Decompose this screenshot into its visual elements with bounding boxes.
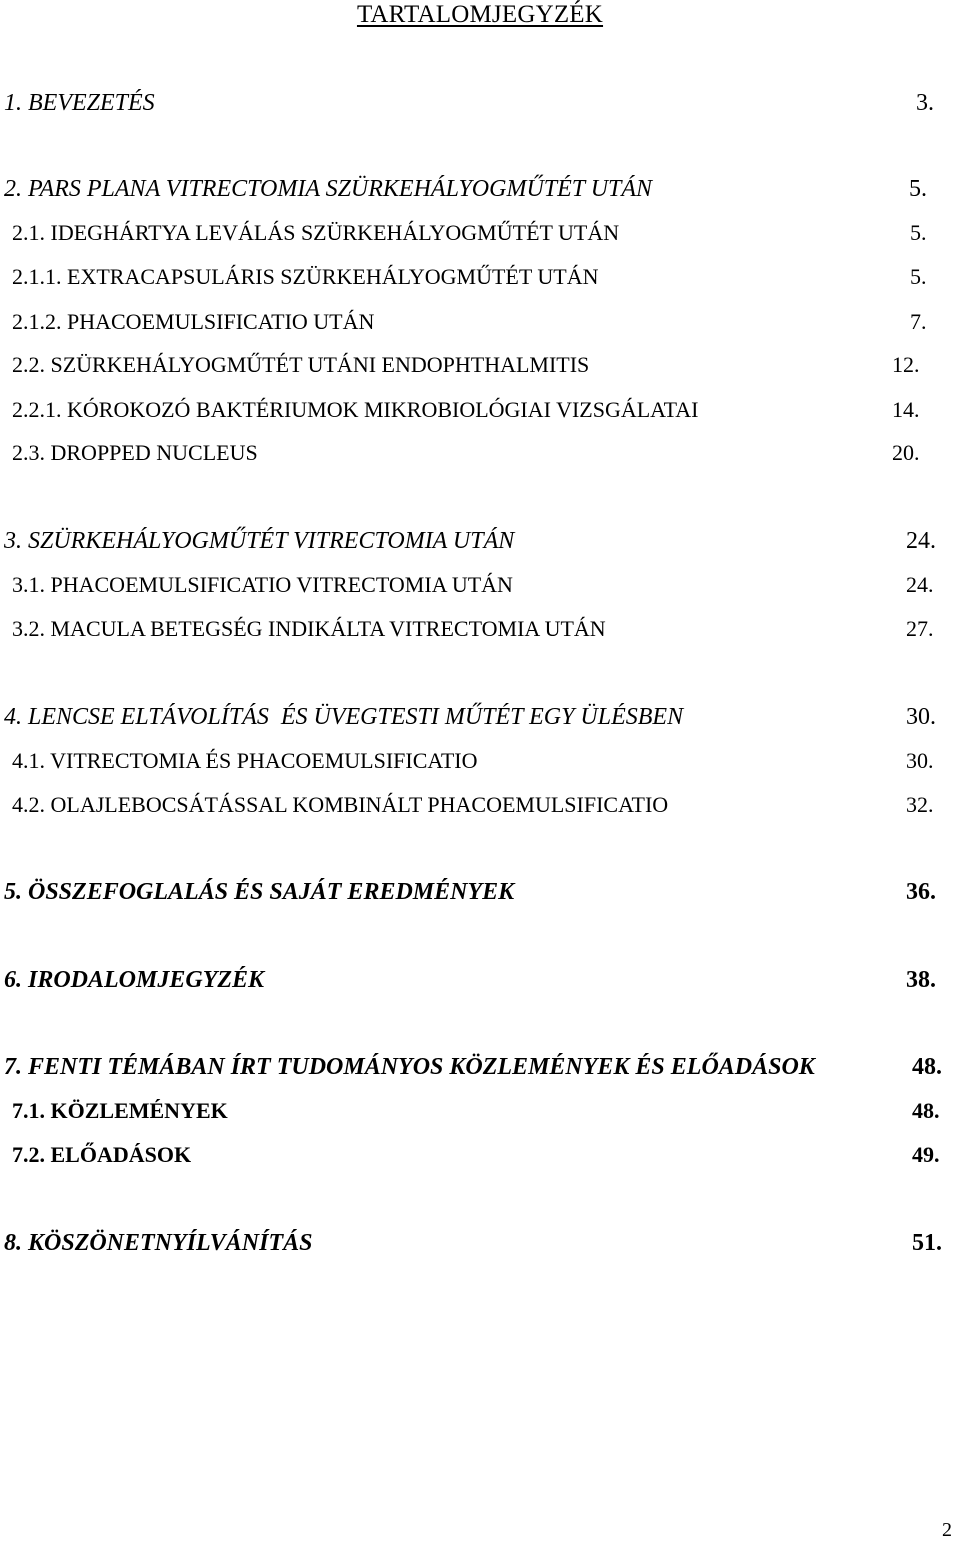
toc-entry-page: 48. (912, 1098, 940, 1123)
page-number: 2 (942, 1519, 952, 1541)
toc-entry-2[interactable] (4, 174, 944, 204)
toc-entry-label: 2.3. DROPPED NUCLEUS (12, 440, 258, 465)
toc-entry-page: 20. (892, 440, 920, 465)
toc-entry-4[interactable] (4, 702, 944, 732)
toc-entry-page: 30. (906, 704, 936, 730)
toc-entry-8[interactable] (4, 1228, 949, 1258)
toc-entry-2-2-1[interactable] (12, 395, 942, 425)
toc-entry-label: 2. PARS PLANA VITRECTOMIA SZÜRKEHÁLYOGMŰTÉT UTÁN (4, 176, 653, 202)
toc-entry-label: 4.2. OLAJLEBOCSÁTÁSSAL KOMBINÁLT PHACOEMULSIFICATIO (12, 792, 669, 817)
toc-entry-label: 7.1. KÖZLEMÉNYEK (12, 1098, 228, 1123)
toc-entry-7-2[interactable] (12, 1140, 947, 1170)
toc-entry-label: 8. KÖSZÖNETNYÍLVÁNÍTÁS (4, 1230, 313, 1256)
toc-entry-2-1-1[interactable] (12, 262, 942, 292)
toc-entry-label: 3.2. MACULA BETEGSÉG INDIKÁLTA VITRECTOMIA UTÁN (12, 616, 606, 641)
toc-entry-page: 24. (906, 528, 936, 554)
toc-entry-page: 14. (892, 397, 920, 422)
toc-entry-label: 1. BEVEZETÉS (4, 90, 155, 116)
toc-entry-label: 2.1. IDEGHÁRTYA LEVÁLÁS SZÜRKEHÁLYOGMŰTÉT UTÁN (12, 220, 620, 245)
toc-entry-label: 3. SZÜRKEHÁLYOGMŰTÉT VITRECTOMIA UTÁN (4, 528, 515, 554)
toc-entry-2-1[interactable] (12, 218, 942, 248)
toc-entry-label: 2.2.1. KÓROKOZÓ BAKTÉRIUMOK MIKROBIOLÓGIAI VIZSGÁLATAI (12, 397, 699, 422)
toc-entry-label: 5. ÖSSZEFOGLALÁS ÉS SAJÁT EREDMÉNYEK (4, 879, 515, 905)
toc-entry-6[interactable] (4, 965, 944, 995)
toc-entry-label: 2.2. SZÜRKEHÁLYOGMŰTÉT UTÁNI ENDOPHTHALMITIS (12, 352, 590, 377)
toc-entry-page: 51. (912, 1230, 942, 1256)
toc-entry-page: 48. (912, 1054, 942, 1080)
toc-entry-1[interactable] (4, 88, 944, 118)
toc-entry-page: 5. (910, 220, 927, 245)
toc-entry-label: 7.2. ELŐADÁSOK (12, 1142, 192, 1167)
toc-entry-3-1[interactable] (12, 570, 942, 600)
toc-entry-7[interactable] (4, 1052, 949, 1082)
toc-entry-label: 2.1.1. EXTRACAPSULÁRIS SZÜRKEHÁLYOGMŰTÉT UTÁN (12, 264, 599, 289)
toc-entry-7-1[interactable] (12, 1096, 947, 1126)
toc-entry-2-3[interactable] (12, 438, 942, 468)
toc-entry-4-2[interactable] (12, 790, 942, 820)
toc-entry-5[interactable] (4, 877, 944, 907)
toc-entry-page: 49. (912, 1142, 940, 1167)
toc-entry-page: 5. (909, 176, 927, 202)
toc-entry-page: 27. (906, 616, 934, 641)
toc-entry-2-2[interactable] (12, 350, 942, 380)
toc-entry-page: 3. (916, 90, 934, 116)
toc-entry-3[interactable] (4, 526, 944, 556)
toc-entry-label: 4. LENCSE ELTÁVOLÍTÁS ÉS ÜVEGTESTI MŰTÉT EGY ÜLÉSBEN (4, 704, 684, 730)
toc-entry-page: 32. (906, 792, 934, 817)
toc-entry-label: 2.1.2. PHACOEMULSIFICATIO UTÁN (12, 309, 375, 334)
toc-entry-page: 36. (906, 879, 936, 905)
toc-entry-3-2[interactable] (12, 614, 942, 644)
toc-entry-label: 4.1. VITRECTOMIA ÉS PHACOEMULSIFICATIO (12, 748, 478, 773)
toc-entry-page: 38. (906, 967, 936, 993)
toc-entry-page: 5. (910, 264, 927, 289)
toc-entry-label: 6. IRODALOMJEGYZÉK (4, 967, 265, 993)
toc-entry-2-1-2[interactable] (12, 307, 942, 337)
toc-entry-page: 7. (910, 309, 927, 334)
toc-entry-page: 30. (906, 748, 934, 773)
page-title: TARTALOMJEGYZÉK (356, 1, 604, 28)
toc-entry-4-1[interactable] (12, 746, 942, 776)
toc-entry-label: 3.1. PHACOEMULSIFICATIO VITRECTOMIA UTÁN (12, 572, 513, 597)
toc-entry-page: 12. (892, 352, 920, 377)
toc-entry-label: 7. FENTI TÉMÁBAN ÍRT TUDOMÁNYOS KÖZLEMÉNYEK ÉS ELŐADÁSOK (4, 1054, 815, 1080)
toc-entry-page: 24. (906, 572, 934, 597)
